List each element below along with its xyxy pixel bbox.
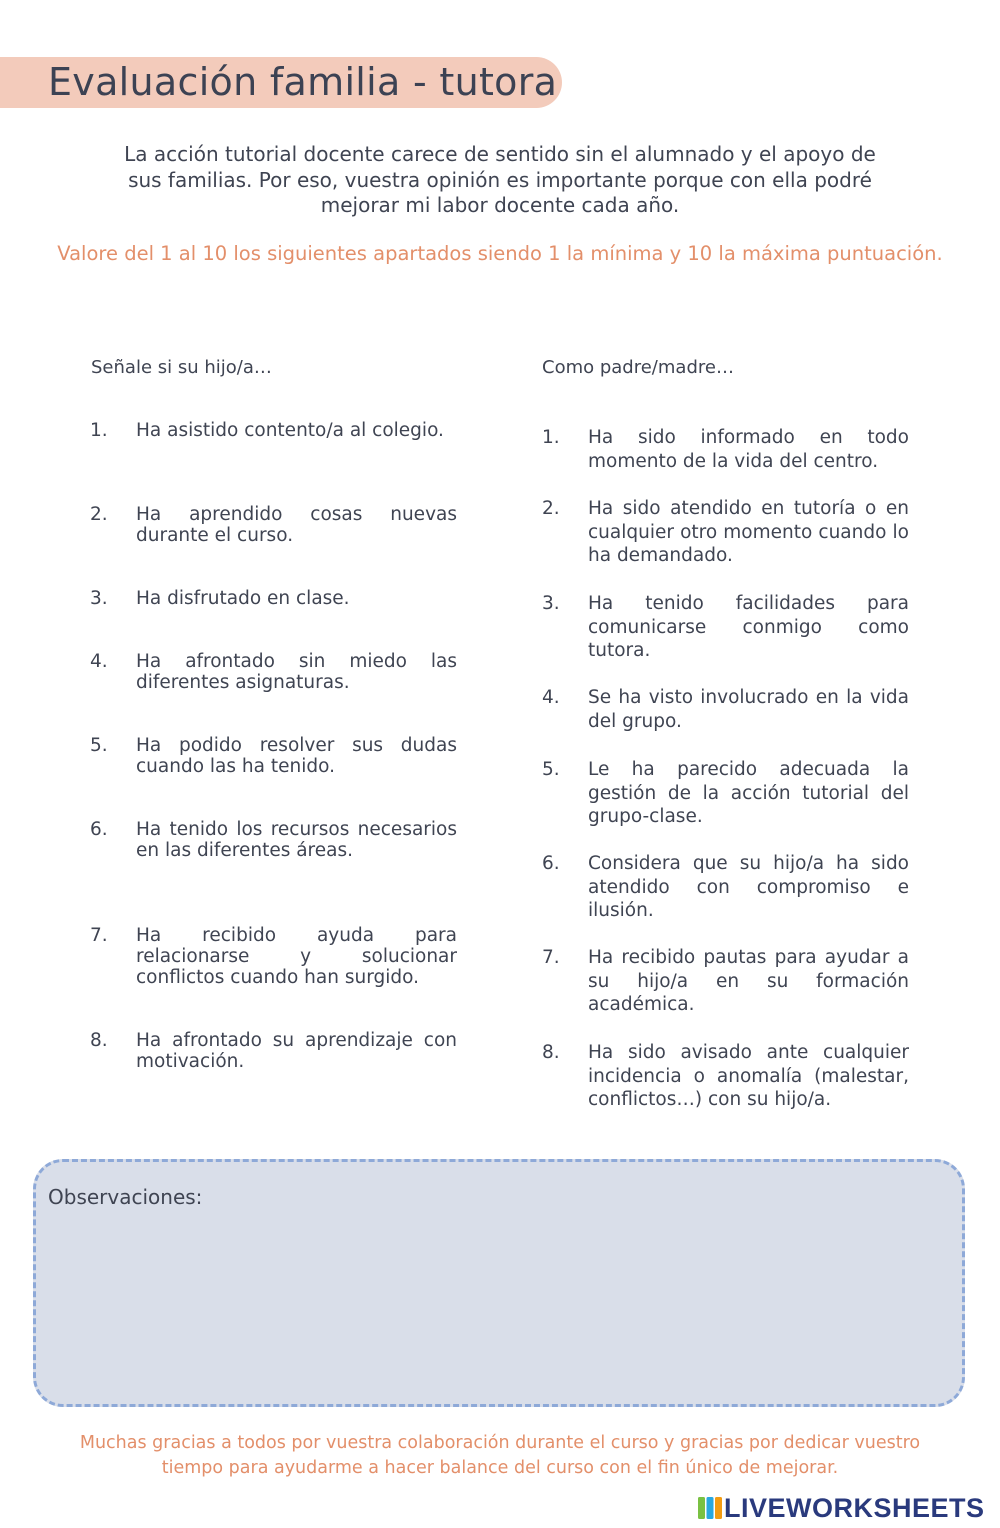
item-number: 5. <box>542 759 560 780</box>
right-column-heading: Como padre/madre… <box>542 357 734 378</box>
item-text: Ha sido atendido en tutoría o en cualquier otro momento cuando lo ha demandado. <box>588 498 909 566</box>
right-item-7[interactable] <box>542 946 909 1017</box>
brand-name: LIVEWORKSHEETS <box>724 1493 985 1523</box>
liveworksheets-logo-icon <box>698 1496 722 1520</box>
item-number: 8. <box>90 1030 108 1051</box>
item-text: Ha tenido facilidades para comunicarse conmigo como tutora. <box>588 593 909 661</box>
right-item-3[interactable] <box>542 592 909 663</box>
left-item-2[interactable] <box>90 504 457 546</box>
item-number: 1. <box>542 427 560 448</box>
page-title: Evaluación familia - tutora <box>48 60 558 104</box>
item-text: Ha tenido los recursos necesarios en las diferentes áreas. <box>136 819 457 861</box>
item-text: Ha afrontado su aprendizaje con motivación. <box>136 1030 457 1072</box>
item-text: Ha aprendido cosas nuevas durante el curso. <box>136 504 457 546</box>
item-text: Ha recibido ayuda para relacionarse y solucionar conflictos cuando han surgido. <box>136 925 457 988</box>
left-item-1[interactable] <box>90 420 457 441</box>
item-number: 1. <box>90 420 108 441</box>
item-text: Ha sido informado en todo momento de la vida del centro. <box>588 427 909 472</box>
item-number: 7. <box>90 925 108 946</box>
item-text: Ha disfrutado en clase. <box>136 588 350 609</box>
item-number: 6. <box>90 819 108 840</box>
item-text: Ha sido avisado ante cualquier incidencia o anomalía (malestar, conflictos…) con su hijo/a. <box>588 1042 909 1110</box>
item-text: Considera que su hijo/a ha sido atendido con compromiso e ilusión. <box>588 853 909 921</box>
right-item-1[interactable] <box>542 426 909 473</box>
item-number: 4. <box>542 687 560 708</box>
item-text: Le ha parecido adecuada la gestión de la acción tutorial del grupo-clase. <box>588 759 909 827</box>
left-column-heading: Señale si su hijo/a… <box>91 357 272 378</box>
item-number: 2. <box>90 504 108 525</box>
item-text: Ha recibido pautas para ayudar a su hijo/a en su formación académica. <box>588 947 909 1015</box>
item-text: Ha podido resolver sus dudas cuando las ha tenido. <box>136 735 457 777</box>
item-number: 4. <box>90 651 108 672</box>
right-item-8[interactable] <box>542 1041 909 1112</box>
left-item-4[interactable] <box>90 651 457 693</box>
left-item-7[interactable] <box>90 925 457 988</box>
item-number: 3. <box>542 593 560 614</box>
item-text: Ha afrontado sin miedo las diferentes asignaturas. <box>136 651 457 693</box>
right-item-4[interactable] <box>542 686 909 733</box>
left-item-8[interactable] <box>90 1030 457 1072</box>
item-number: 3. <box>90 588 108 609</box>
right-item-5[interactable] <box>542 758 909 829</box>
observations-label: Observaciones: <box>48 1185 203 1209</box>
intro-paragraph: La acción tutorial docente carece de sentido sin el alumnado y el apoyo de sus familias. Por eso, vuestra opinión es importante porque con ella podré mejorar mi labor docente cada año. <box>124 142 876 217</box>
thanks-message: Muchas gracias a todos por vuestra colaboración durante el curso y gracias por dedicar vuestro tiempo para ayudarme a hacer balance del curso con el fin único de mejorar. <box>79 1433 921 1478</box>
liveworksheets-brand[interactable] <box>698 1493 985 1523</box>
item-number: 2. <box>542 498 560 519</box>
left-item-3[interactable] <box>90 588 457 609</box>
item-number: 7. <box>542 947 560 968</box>
item-text: Ha asistido contento/a al colegio. <box>136 420 444 441</box>
right-item-2[interactable] <box>542 497 909 568</box>
left-item-6[interactable] <box>90 819 457 861</box>
rating-instructions: Valore del 1 al 10 los siguientes apartados siendo 1 la mínima y 10 la máxima puntuación. <box>57 242 943 265</box>
left-item-5[interactable] <box>90 735 457 777</box>
right-item-6[interactable] <box>542 852 909 923</box>
item-number: 5. <box>90 735 108 756</box>
item-number: 6. <box>542 853 560 874</box>
item-text: Se ha visto involucrado en la vida del grupo. <box>588 687 909 732</box>
item-number: 8. <box>542 1042 560 1063</box>
